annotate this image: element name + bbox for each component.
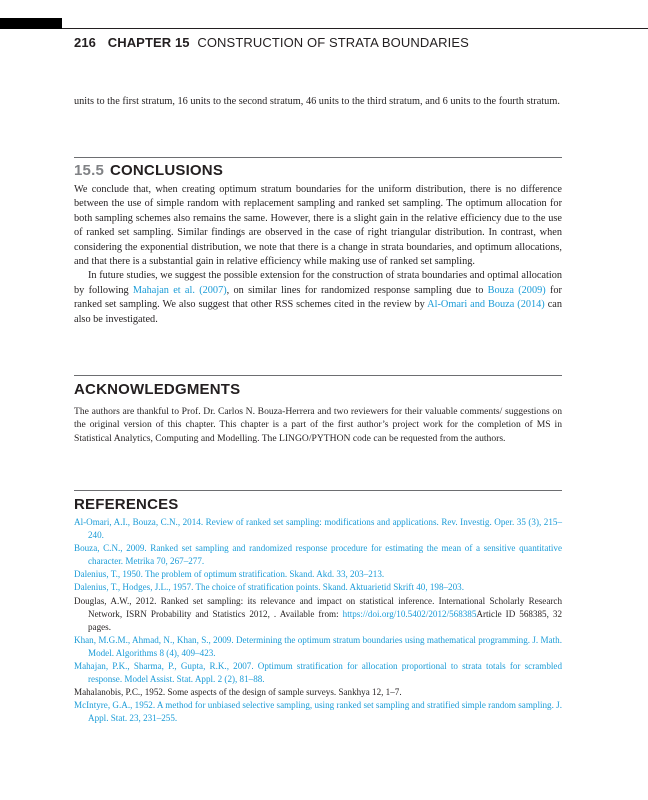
reference-item[interactable]: McIntyre, G.A., 1952. A method for unbiased selective sampling, using ranked set sampling and stratified simple random sampling. J. Appl. Stat. 23, 231–255.: [74, 700, 562, 724]
intro-block: [74, 95, 562, 109]
reference-item[interactable]: Dalenius, T., 1950. The problem of optimum stratification. Skand. Akd. 33, 203–213.: [74, 569, 385, 580]
section-title: CONCLUSIONS: [110, 162, 224, 179]
p2-text-2: , on similar lines for randomized response sampling due to: [226, 284, 488, 296]
conclusions-paragraph-2: [74, 269, 562, 327]
reference-item[interactable]: Bouza, C.N., 2009. Ranked set sampling and randomized response procedure for estimating the mean of a sensitive quantitative character. Metrika 70, 267–277.: [74, 543, 562, 567]
p2-text-3: for ranked set sampling. We also suggest that other RSS schemes cited in the review by: [74, 284, 562, 311]
douglas-text: Douglas, A.W., 2012. Ranked set sampling: its relevance and impact on statistical inference. International Scholarly Research Network, ISRN Probability and Statistics 2012, . Available from:: [74, 595, 562, 619]
running-header: [74, 35, 469, 50]
doi-link[interactable]: https://doi.org/10.5402/2012/568385: [342, 608, 477, 619]
acknowledgments-text: The authors are thankful to Prof. Dr. Carlos N. Bouza-Herrera and two reviewers for their valuable comments/ suggestions on the original version of this chapter. This chapter is a part of the first author’s project work for the completion of MS in Statistical Analytics, Computing and Modelling. The LINGO/PYTHON code can be requested from the authors.: [74, 406, 562, 444]
conclusions-body: [74, 183, 562, 327]
acknowledgments-body: [74, 405, 562, 445]
douglas-tail: Article ID 568385, 32 pages.: [88, 608, 562, 632]
conclusions-heading: [74, 162, 223, 179]
citation-link-bouza[interactable]: Bouza (2009): [487, 284, 546, 296]
reference-item[interactable]: Dalenius, T., Hodges, J.L., 1957. The choice of stratification points. Skand. Aktuarietid Skrift 40, 198–203.: [74, 582, 464, 593]
references-heading: REFERENCES: [74, 496, 179, 513]
p2-text-1: In future studies, we suggest the possible extension for the construction of strata boundaries and optimal allocation by following: [74, 270, 562, 296]
section-divider: [74, 157, 562, 158]
section-divider: [74, 490, 562, 491]
reference-item[interactable]: Khan, M.G.M., Ahmad, N., Khan, S., 2009. Determining the optimum stratum boundaries using mathematical programming. J. Math. Model. Algorithms 8 (4), 409–423.: [74, 634, 562, 658]
section-divider: [74, 375, 562, 376]
reference-item[interactable]: Mahajan, P.K., Sharma, P., Gupta, R.K., 2007. Optimum stratification for allocation proportional to strata totals for scrambled response. Model Assist. Stat. Appl. 2 (2), 81–88.: [74, 661, 562, 685]
citation-link-mahajan[interactable]: Mahajan et al. (2007): [132, 284, 227, 296]
header-black-bar: [0, 18, 62, 29]
conclusions-paragraph-1: We conclude that, when creating optimum stratum boundaries for the uniform distribution, there is no difference between the use of simple random with replacement sampling and ranked set sampling. The optimum allocation for both sampling schemes also remains the same. However, there is a slight gain in the relative efficiency due to the use of ranked set sampling. Similar findings are observed in the case of right triangular distribution. In contrast, when considering the exponential distribution, we note that there is a change in strata boundaries, and optimum allocations, and that there is a substantial gain in relative efficiency while making use of ranked set sampling.: [74, 184, 562, 268]
reference-item[interactable]: Al-Omari, A.I., Bouza, C.N., 2014. Review of ranked set sampling: modifications and applications. Rev. Investig. Oper. 35 (3), 215–240.: [74, 517, 562, 541]
page-number: 216: [74, 35, 96, 50]
citation-link-al-omari[interactable]: Al-Omari and Bouza (2014): [427, 299, 545, 311]
acknowledgments-heading: ACKNOWLEDGMENTS: [74, 381, 241, 398]
reference-item: Mahalanobis, P.C., 1952. Some aspects of the design of sample surveys. Sankhya 12, 1–7.: [74, 687, 402, 698]
header-rule: [62, 28, 648, 29]
p2-text-4: can also be investigated.: [74, 299, 562, 325]
chapter-label: CHAPTER 15: [107, 35, 190, 50]
reference-item-douglas: [74, 595, 562, 634]
intro-paragraph: units to the first stratum, 16 units to the second stratum, 46 units to the third stratum, and 6 units to the fourth stratum.: [74, 96, 560, 107]
section-number: 15.5: [74, 162, 104, 179]
references-list: [74, 516, 562, 726]
chapter-title: CONSTRUCTION OF STRATA BOUNDARIES: [197, 35, 469, 50]
